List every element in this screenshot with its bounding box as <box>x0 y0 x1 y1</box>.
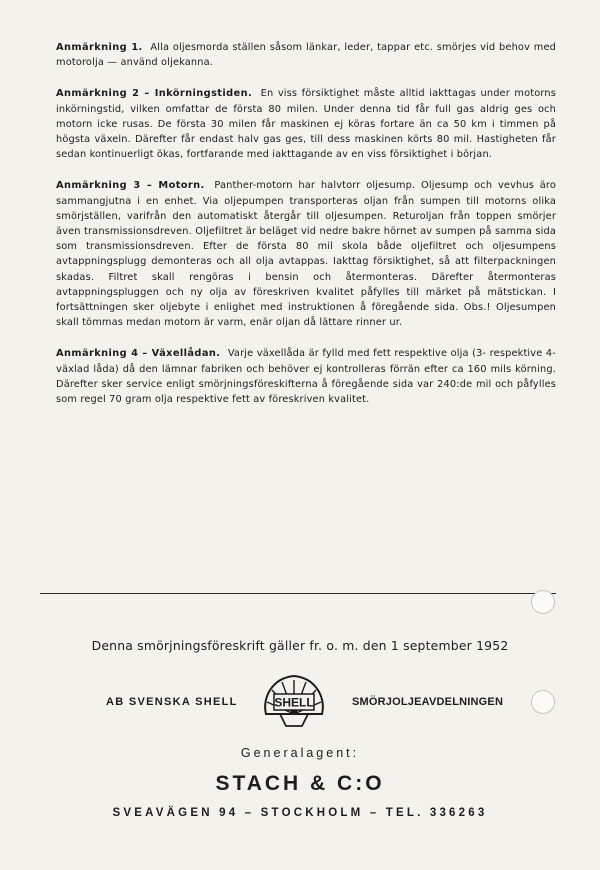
note-heading: Anmärkning 1. <box>56 42 143 53</box>
note-4 <box>56 346 556 407</box>
logo-text: SHELL <box>274 695 314 710</box>
agent-label: Generalagent: <box>240 746 360 760</box>
shell-logo-icon <box>258 670 330 732</box>
divider-line <box>40 593 556 594</box>
agent-name: STACH & C:O <box>215 772 385 795</box>
company-name: AB SVENSKA SHELL <box>106 696 238 708</box>
note-1 <box>56 40 556 70</box>
notes-section <box>56 40 556 423</box>
department-name: SMÖRJOLJEAVDELNINGEN <box>352 696 504 708</box>
note-text: Alla oljesmorda ställen såsom länkar, leder, tappar etc. smörjes vid behov med motorolja — använd oljekanna. <box>56 42 556 69</box>
note-heading: Anmärkning 2 – Inkörningstiden. <box>56 88 253 100</box>
note-3 <box>56 178 556 330</box>
note-heading: Anmärkning 4 – Växellådan. <box>56 348 221 360</box>
agent-address: SVEAVÄGEN 94 – STOCKHOLM – TEL. 336263 <box>112 807 488 819</box>
brand-row <box>90 670 520 736</box>
punch-hole-icon <box>531 590 555 614</box>
validity-statement: Denna smörjningsföreskrift gäller fr. o. m. den 1 september 1952 <box>91 638 509 653</box>
note-text: Varje växellåda är fylld med fett respektive olja (3- respektive 4-växlad låda) då den lämnar fabriken och behöver ej kontrolleras förrän efter ca 160 mils körning. Därefter sker service enligt smörjningsföreskifterna å föregående sida var 240:de mil och påfylles som regel 70 gram olja respektive fett av föreskriven kvalitet. <box>56 348 556 406</box>
note-text: Panther-motorn har halvtorr oljesump. Oljesump och vevhus äro sammangjutna i en enhet. Via oljepumpen transporteras oljan från sumpen till motorns olika smörjställen, varifrån den automatiskt återgår till oljesumpen. Returoljan från toppen smörjer även transmissionsdreven. Oljefiltret är beläget vid nedre bakre hörnet av sumpen på samma sida som transmissionsdreven. Efter de första 80 mil skola både oljefiltret och oljesumpens avtappningsplugg demonteras och all olja avtappas. Iakttag försiktighet, så att filterpackningen skadas. Filtret skall rengöras i bensin och återmonteras. Därefter återmonteras avtappningspluggen och ny olja av föreskriven kvalitet påfylles till märket på mätstickan. I fortsättningen sker oljebyte i enlighet med instruktionen å föregående sida. Obs.! Oljesumpen skall tömmas medan motorn är varm, enär oljan då lättare rinner ur. <box>56 180 556 329</box>
punch-hole-icon <box>531 690 555 714</box>
note-heading: Anmärkning 3 – Motorn. <box>56 180 205 192</box>
note-2 <box>56 86 556 162</box>
note-text: En viss försiktighet måste alltid iakttagas under motorns inkörningstid, vilken omfattar de första 80 milen. Under denna tid får full gas aldrig ges och motorn icke rusas. De första 30 milen får maskinen ej köras fortare än ca 50 km i timmen på högsta växeln. Därefter får endast halv gas ges, till dess maskinen körts 80 mil. Hastigheten får sedan kontinuerligt ökas, fortfarande med iakttagande av en viss försiktighet i början. <box>56 88 557 161</box>
